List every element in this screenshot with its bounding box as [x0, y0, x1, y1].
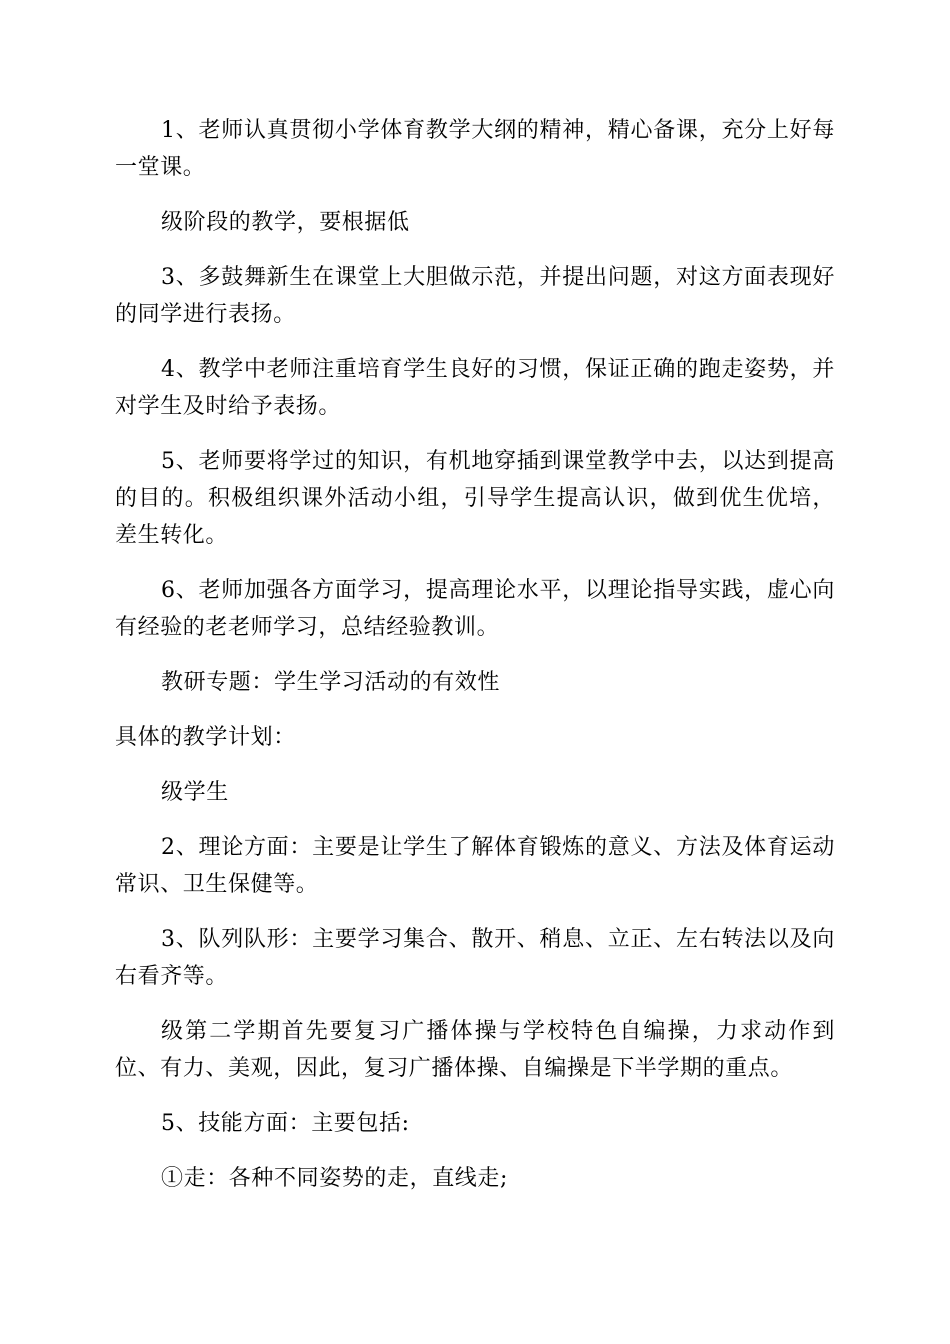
exercise-section: 级第二学期首先要复习广播体操与学校特色自编操，力求动作到位、有力、美观，因此，复习广播体操、自编操是下半学期的重点。 [115, 1019, 835, 1081]
paragraph-item-6: 6、老师加强各方面学习，提高理论水平，以理论指导实践，虚心向有经验的老老师学习，总结经验教训。 [115, 578, 835, 640]
plan-heading: 具体的教学计划： [115, 725, 296, 750]
paragraph-item-3: 3、多鼓舞新生在课堂上大胆做示范，并提出问题，对这方面表现好的同学进行表扬。 [115, 265, 835, 327]
theory-section: 2、理论方面：主要是让学生了解体育锻炼的意义、方法及体育运动常识、卫生保健等。 [115, 835, 835, 897]
research-topic: 教研专题：学生学习活动的有效性 [161, 670, 501, 695]
paragraph-item-4: 4、教学中老师注重培育学生良好的习惯，保证正确的跑走姿势，并对学生及时给予表扬。 [115, 357, 835, 419]
paragraph-item-2: 级阶段的教学，要根据低 [161, 210, 410, 235]
grade-students: 级学生 [161, 780, 229, 805]
paragraph-item-1: 1、老师认真贯彻小学体育教学大纲的精神，精心备课，充分上好每一堂课。 [115, 118, 835, 180]
paragraph-item-5: 5、老师要将学过的知识，有机地穿插到课堂教学中去，以达到提高的目的。积极组织课外活动小组，引导学生提高认识，做到优生优培，差生转化。 [115, 449, 835, 548]
formation-section: 3、队列队形：主要学习集合、散开、稍息、立正、左右转法以及向右看齐等。 [115, 927, 835, 989]
walking-item: ①走：各种不同姿势的走，直线走; [161, 1166, 509, 1191]
document-body [115, 112, 835, 1215]
skills-section: 5、技能方面：主要包括: [161, 1111, 410, 1136]
